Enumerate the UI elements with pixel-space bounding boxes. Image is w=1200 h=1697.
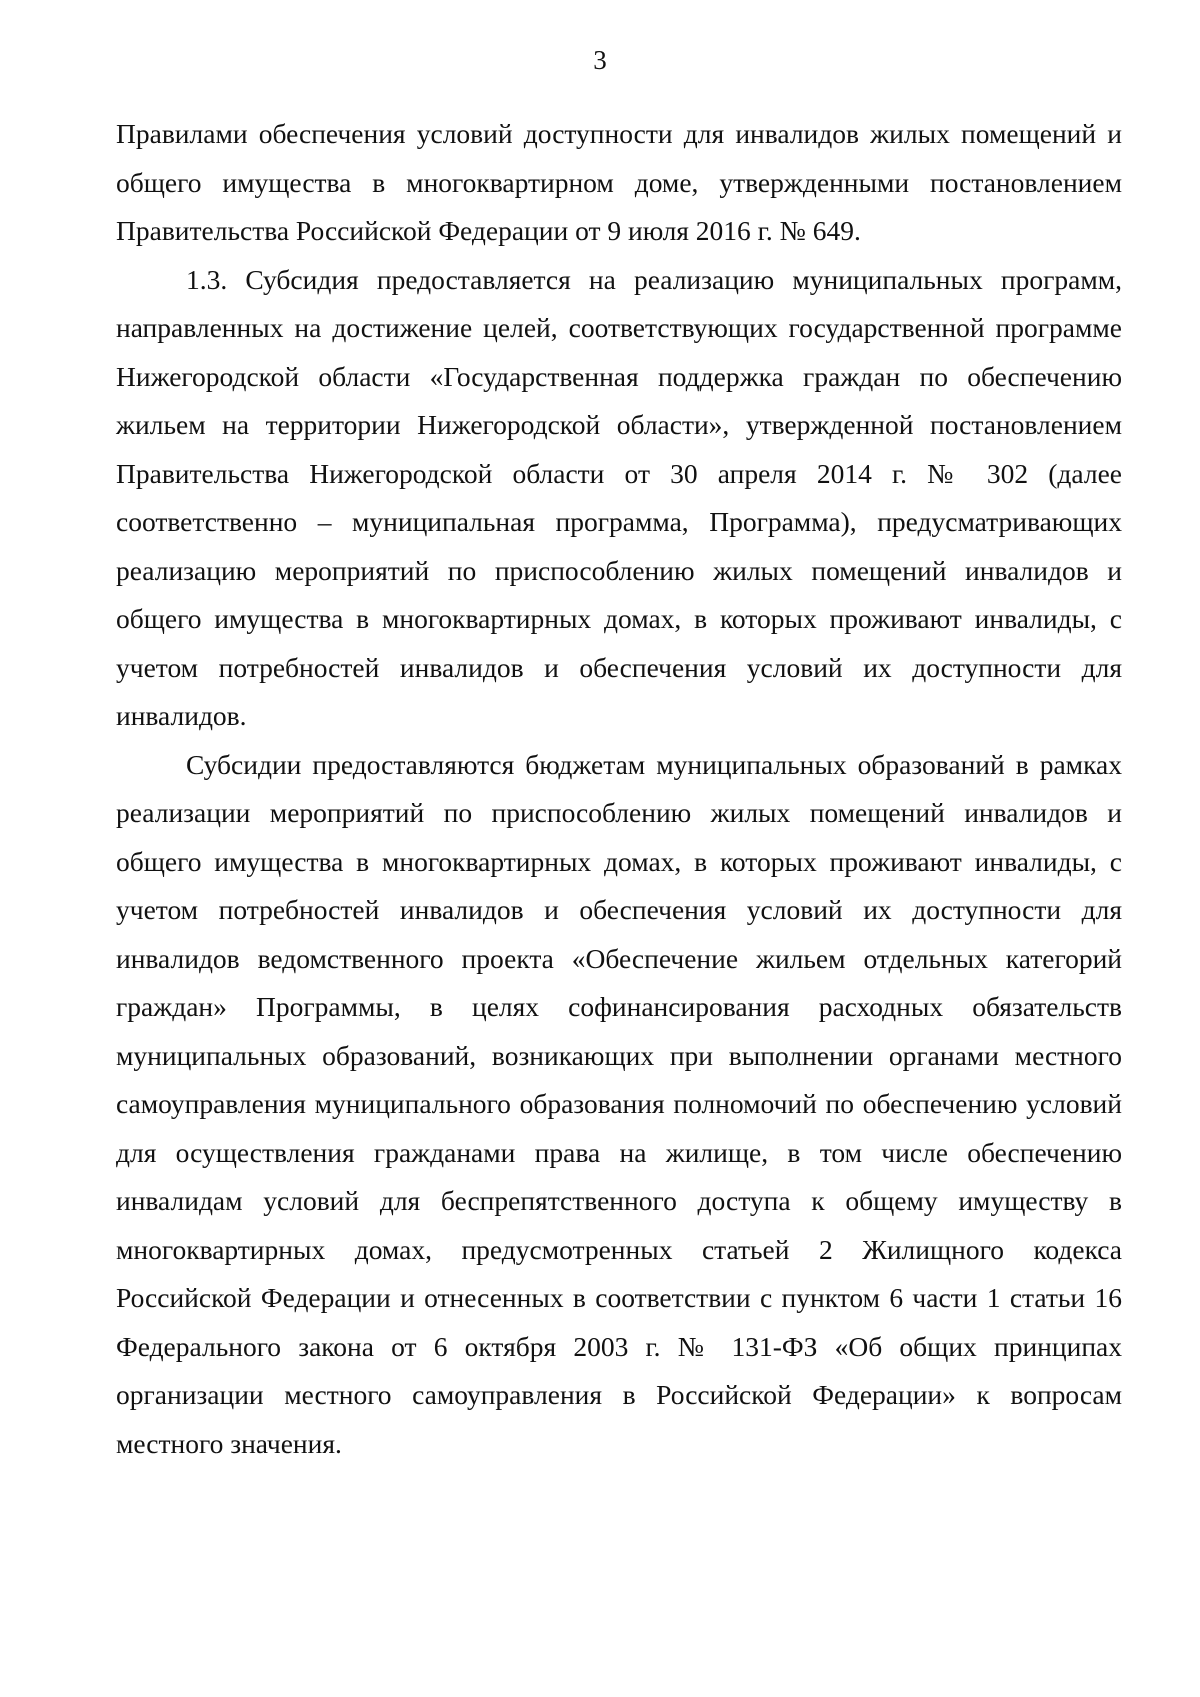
page-number: 3	[593, 45, 607, 75]
paragraph-subsidies: Субсидии предоставляются бюджетам муниципальных образований в рамках реализации мероприятий по приспособлению жилых помещений инвалидов и общего имущества в многоквартирных домах, в которых проживают инвалиды, с учетом потребностей инвалидов и обеспечения условий их доступности для инвалидов ведомственного проекта «Обеспечение жильем отдельных категорий граждан» Программы, в целях софинансирования расходных обязательств муниципальных образований, возникающих при выполнении органами местного самоуправления муниципального образования полномочий по обеспечению условий для осуществления гражданами права на жилище, в том числе обеспечению инвалидам условий для беспрепятственного доступа к общему имуществу в многоквартирных домах, предусмотренных статьей 2 Жилищного кодекса Российской Федерации и отнесенных в соответствии с пунктом 6 части 1 статьи 16 Федерального закона от 6 октября 2003 г. № 131-ФЗ «Об общих принципах организации местного самоуправления в Российской Федерации» к вопросам местного значения.	[116, 748, 1122, 1459]
document-body	[116, 110, 1122, 1468]
paragraph-continuation: Правилами обеспечения условий доступности для инвалидов жилых помещений и общего имущества в многоквартирном доме, утвержденными постановлением Правительства Российской Федерации от 9 июля 2016 г. № 649.	[116, 118, 1122, 246]
paragraph-clause-1-3: 1.3. Субсидия предоставляется на реализацию муниципальных программ, направленных на достижение целей, соответствующих государственной программе Нижегородской области «Государственная поддержка граждан по обеспечению жильем на территории Нижегородской области», утвержденной постановлением Правительства Нижегородской области от 30 апреля 2014 г. № 302 (далее соответственно – муниципальная программа, Программа), предусматривающих реализацию мероприятий по приспособлению жилых помещений инвалидов и общего имущества в многоквартирных домах, в которых проживают инвалиды, с учетом потребностей инвалидов и обеспечения условий их доступности для инвалидов.	[116, 263, 1122, 731]
